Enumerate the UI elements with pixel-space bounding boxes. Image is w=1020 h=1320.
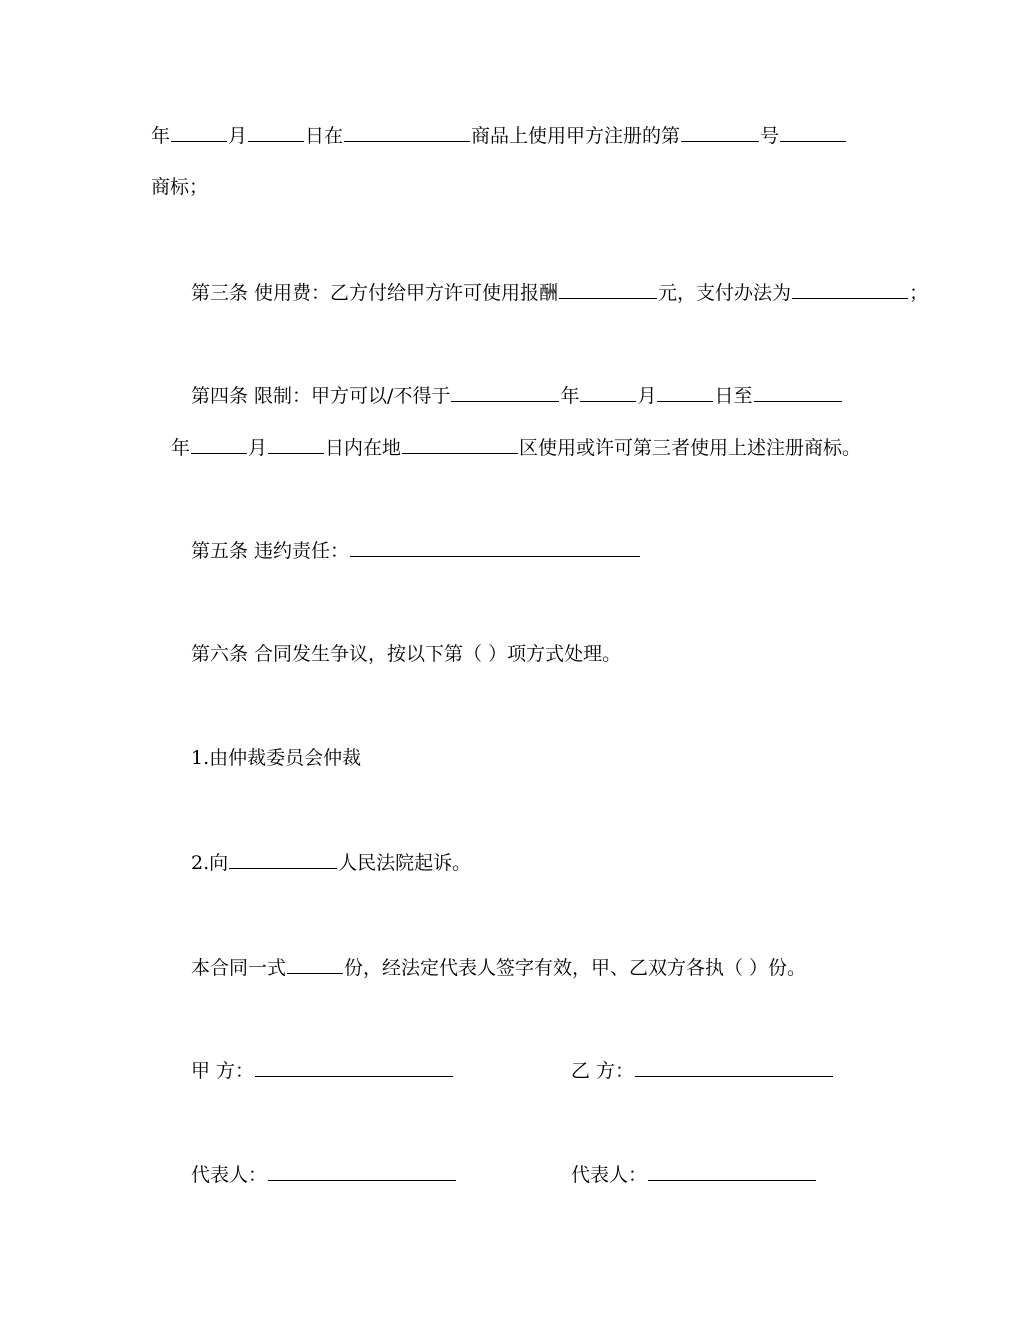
blank-copies[interactable] [287, 954, 343, 974]
blank-trademark[interactable] [780, 122, 846, 142]
copies-suffix: 份，经法定代表人签字有效，甲、乙双方各执（ ）份。 [344, 957, 807, 979]
text-goods-registered: 商品上使用甲方注册的第 [471, 125, 681, 147]
blank-goods[interactable] [344, 122, 470, 142]
blank-region[interactable] [402, 434, 518, 454]
blank-rep-a[interactable] [268, 1161, 456, 1181]
blank-end-month[interactable] [191, 434, 247, 454]
clause-line-1b: 商标； [151, 176, 209, 198]
option-2 [191, 849, 471, 876]
rep-b-signature [571, 1161, 817, 1188]
article-6: 第六条 合同发生争议，按以下第（ ）项方式处理。 [191, 643, 622, 665]
blank-party-a[interactable] [255, 1057, 453, 1077]
text-within-region: 日内在地 [325, 437, 402, 459]
article-5-text: 第五条 违约责任： [191, 540, 350, 562]
article-4-end-text: 区使用或许可第三者使用上述注册商标。 [519, 437, 862, 459]
blank-end-day[interactable] [268, 434, 324, 454]
text-day-at: 日在 [305, 125, 344, 147]
party-a-signature [191, 1057, 454, 1084]
text-month: 月 [248, 437, 268, 459]
article-3 [191, 279, 928, 306]
option-2-prefix: 2.向 [191, 852, 229, 874]
rep-a-label: 代表人： [191, 1164, 268, 1186]
text-month: 月 [637, 385, 657, 407]
blank-start-month[interactable] [580, 382, 636, 402]
blank-rep-b[interactable] [648, 1161, 816, 1181]
party-b-label: 乙 方： [571, 1060, 635, 1082]
article-5 [191, 537, 641, 564]
rep-b-label: 代表人： [571, 1164, 648, 1186]
article-3-text: 第三条 使用费：乙方付给甲方许可使用报酬 [191, 282, 559, 304]
text-day-to: 日至 [714, 385, 753, 407]
rep-a-signature [191, 1161, 457, 1188]
text-number: 号 [760, 125, 780, 147]
blank-payment-method[interactable] [792, 279, 908, 299]
option-1: 1.由仲裁委员会仲裁 [191, 747, 362, 769]
blank-start-day[interactable] [657, 382, 713, 402]
blank-party-b[interactable] [635, 1057, 833, 1077]
party-b-signature [571, 1057, 834, 1084]
article-4-text: 第四条 限制：甲方可以/不得于 [191, 385, 451, 407]
party-a-label: 甲 方： [191, 1060, 255, 1082]
blank-year[interactable] [171, 122, 227, 142]
article-4a [191, 382, 843, 409]
blank-court[interactable] [229, 849, 337, 869]
article-3-payment-text: 元，支付办法为 [658, 282, 792, 304]
copies-clause [191, 954, 806, 981]
text-year: 年 [171, 437, 191, 459]
option-2-suffix: 人民法院起诉。 [338, 852, 472, 874]
blank-start-year-prefix[interactable] [451, 382, 559, 402]
blank-reg-number[interactable] [681, 122, 759, 142]
clause-line-1a [151, 122, 847, 149]
blank-liability[interactable] [350, 537, 640, 557]
article-3-end: ； [909, 282, 929, 304]
text-month: 月 [228, 125, 248, 147]
text-year: 年 [151, 125, 171, 147]
text-year: 年 [560, 385, 580, 407]
blank-end-year[interactable] [754, 382, 842, 402]
article-4b [171, 434, 861, 461]
blank-fee[interactable] [559, 279, 657, 299]
copies-prefix: 本合同一式 [191, 957, 287, 979]
blank-month[interactable] [248, 122, 304, 142]
